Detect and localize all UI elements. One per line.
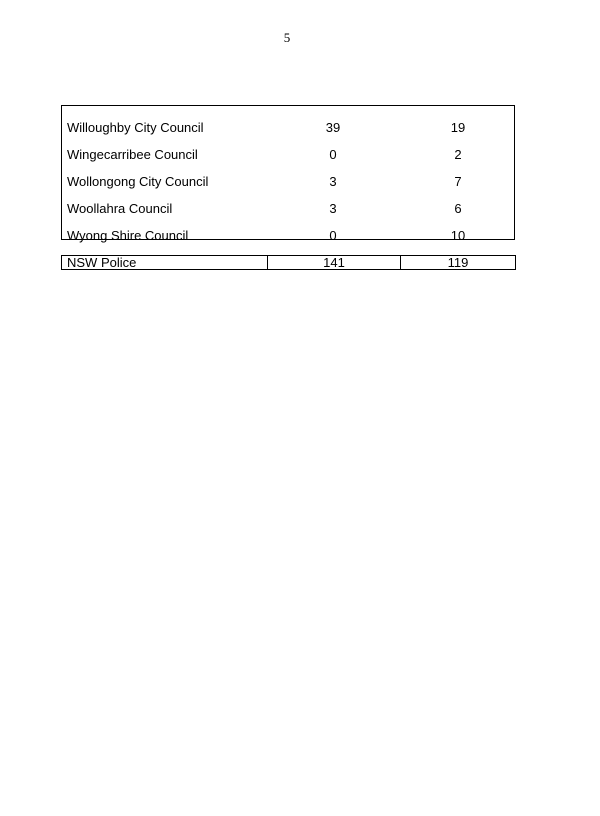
council-name: Wyong Shire Council xyxy=(67,228,189,243)
table-row xyxy=(62,119,514,137)
council-value-1: 39 xyxy=(325,120,341,135)
table-row xyxy=(62,200,514,218)
council-value-2: 7 xyxy=(454,174,462,189)
council-name: Woollahra Council xyxy=(67,201,173,216)
council-value-2: 2 xyxy=(454,147,462,162)
council-value-1: 3 xyxy=(329,174,337,189)
page-number: 5 xyxy=(283,30,291,45)
council-name: Wollongong City Council xyxy=(67,174,209,189)
police-value-1: 141 xyxy=(268,256,401,270)
council-value-1: 3 xyxy=(329,201,337,216)
council-value-2: 19 xyxy=(450,120,466,135)
council-name: Willoughby City Council xyxy=(67,120,204,135)
police-table xyxy=(61,255,516,270)
council-name: Wingecarribee Council xyxy=(67,147,198,162)
council-table xyxy=(61,105,515,243)
council-value-1: 0 xyxy=(329,228,337,243)
council-value-1: 0 xyxy=(329,147,337,162)
table-row xyxy=(62,227,514,245)
council-value-2: 6 xyxy=(454,201,462,216)
police-value-2: 119 xyxy=(401,256,516,270)
table-row xyxy=(62,256,516,270)
table-row xyxy=(62,173,514,191)
council-value-2: 10 xyxy=(450,228,466,243)
police-name: NSW Police xyxy=(62,256,268,270)
table-row xyxy=(62,146,514,164)
